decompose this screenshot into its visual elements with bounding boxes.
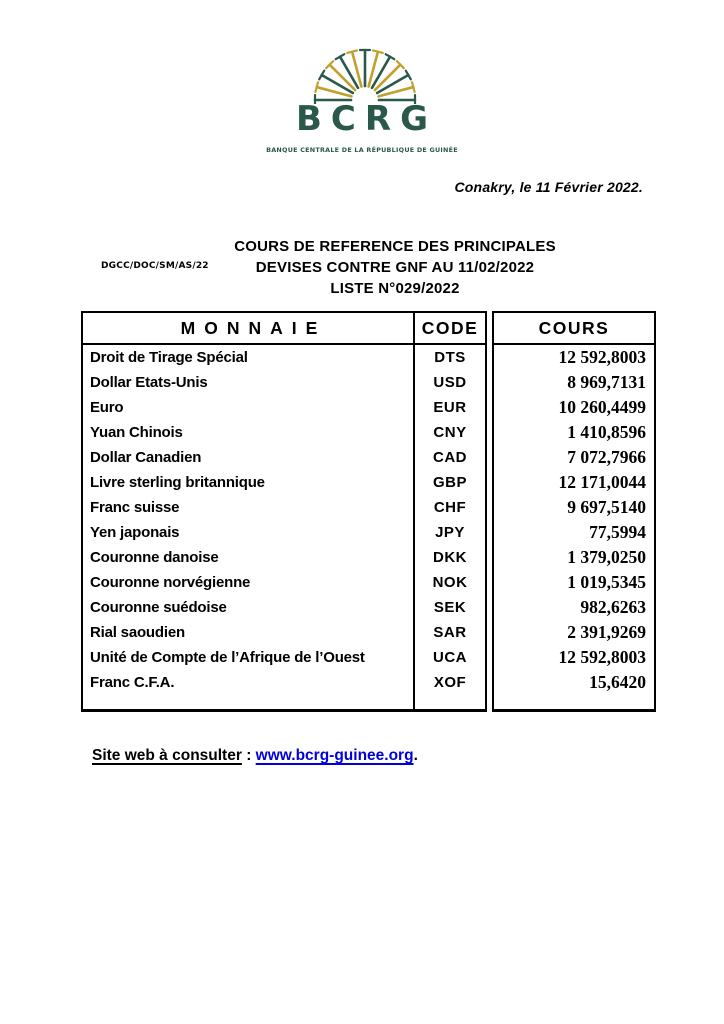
currency-rate: 12 592,8003 <box>558 347 646 367</box>
table-row <box>83 520 485 545</box>
currency-name: Euro <box>90 399 124 416</box>
currency-name: Couronne suédoise <box>90 599 227 616</box>
currency-code: CAD <box>433 449 467 466</box>
bcrg-logo-rays-icon <box>295 44 435 104</box>
currency-rate: 1 410,8596 <box>567 422 646 442</box>
currency-name: Dollar Etats-Unis <box>90 374 208 391</box>
table-row <box>83 645 485 670</box>
currency-name: Yen japonais <box>90 524 180 541</box>
table-header-row <box>83 313 485 345</box>
currency-code: DKK <box>433 549 467 566</box>
currency-code: UCA <box>433 649 467 666</box>
table-row <box>83 470 485 495</box>
table-row <box>83 570 485 595</box>
currency-rate: 10 260,4499 <box>558 397 646 417</box>
table-row <box>83 620 485 645</box>
currency-name: Franc suisse <box>90 499 180 516</box>
table-row <box>83 445 485 470</box>
currency-rate: 12 592,8003 <box>558 647 646 667</box>
table-row <box>83 545 485 570</box>
table-row <box>83 495 485 520</box>
currency-code: JPY <box>435 524 465 541</box>
website-line <box>92 747 418 765</box>
header-cours: COURS <box>494 313 654 345</box>
currency-name: Couronne danoise <box>90 549 219 566</box>
website-suffix: . <box>413 747 418 764</box>
currency-code: NOK <box>432 574 468 591</box>
cours-rows <box>494 345 654 695</box>
date-line: Conakry, le 11 Février 2022. <box>454 179 643 195</box>
website-label: Site web à consulter <box>92 747 242 764</box>
document-title <box>180 236 610 299</box>
rates-table-cours-box <box>492 311 656 712</box>
currency-code: SEK <box>433 599 467 616</box>
currency-code: CHF <box>433 499 467 516</box>
currency-code: CNY <box>433 424 467 441</box>
reference-number: DGCC/DOC/SM/AS/22 <box>101 261 209 271</box>
header-code: CODE <box>421 318 479 338</box>
table-row <box>83 420 485 445</box>
currency-name: Rial saoudien <box>90 624 185 641</box>
currency-name: Yuan Chinois <box>90 424 183 441</box>
website-link[interactable]: www.bcrg-guinee.org <box>255 747 414 764</box>
table-row <box>83 395 485 420</box>
bcrg-logo-text: BCRG <box>296 99 437 139</box>
currency-name: Unité de Compte de l’Afrique de l’Ouest <box>90 649 365 666</box>
currency-code: SAR <box>433 624 467 641</box>
currency-rows <box>83 345 485 695</box>
currency-code: GBP <box>432 474 467 491</box>
currency-rate: 12 171,0044 <box>558 472 646 492</box>
currency-rate: 2 391,9269 <box>567 622 646 642</box>
currency-code: EUR <box>433 399 467 416</box>
title-line-2: DEVISES CONTRE GNF AU 11/02/2022 <box>255 259 535 276</box>
rates-table-left-box <box>81 311 487 712</box>
header-monnaie: MONNAIE <box>180 318 327 338</box>
column-separator <box>413 313 415 709</box>
currency-name: Franc C.F.A. <box>90 674 175 691</box>
currency-rate: 9 697,5140 <box>567 497 646 517</box>
website-separator: : <box>241 747 256 764</box>
currency-rate: 8 969,7131 <box>567 372 646 392</box>
currency-rate: 1 019,5345 <box>567 572 646 592</box>
currency-rate: 7 072,7966 <box>567 447 646 467</box>
table-row <box>83 595 485 620</box>
currency-rate: 15,6420 <box>589 672 646 692</box>
currency-code: XOF <box>433 674 467 691</box>
currency-rate: 77,5994 <box>589 522 646 542</box>
currency-name: Livre sterling britannique <box>90 474 265 491</box>
title-line-1: COURS DE REFERENCE DES PRINCIPALES <box>234 238 556 255</box>
currency-name: Couronne norvégienne <box>90 574 251 591</box>
table-row <box>83 345 485 370</box>
title-line-3: LISTE N°029/2022 <box>330 280 460 297</box>
currency-code: DTS <box>434 349 466 366</box>
currency-rate: 982,6263 <box>580 597 646 617</box>
bcrg-logo-tagline: BANQUE CENTRALE DE LA RÉPUBLIQUE DE GUINÉE <box>266 146 458 154</box>
currency-name: Dollar Canadien <box>90 449 202 466</box>
table-row <box>83 370 485 395</box>
table-row <box>83 670 485 695</box>
currency-code: USD <box>433 374 467 391</box>
currency-name: Droit de Tirage Spécial <box>90 349 248 366</box>
currency-rate: 1 379,0250 <box>567 547 646 567</box>
